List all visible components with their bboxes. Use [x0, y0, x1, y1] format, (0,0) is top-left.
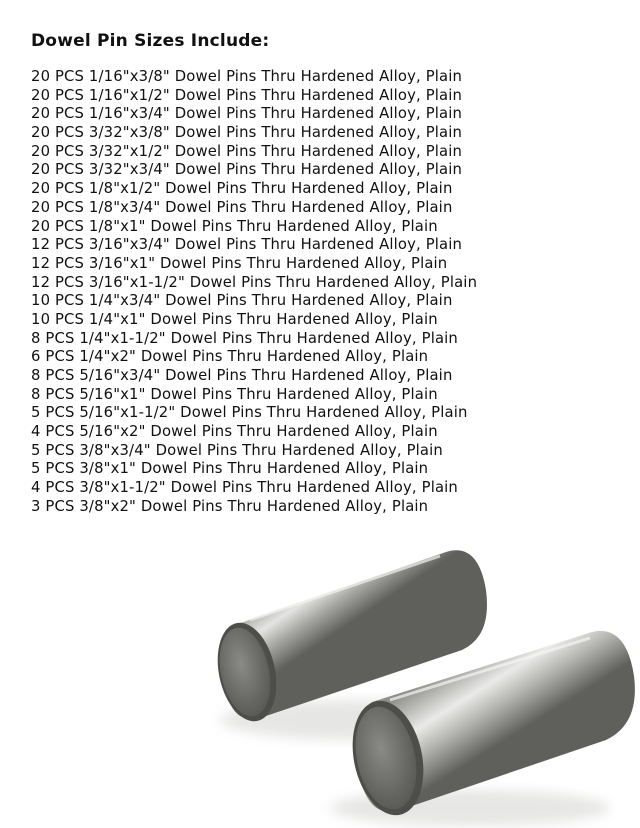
- list-heading: Dowel Pin Sizes Include:: [31, 31, 270, 51]
- list-item: 12 PCS 3/16"x3/4" Dowel Pins Thru Hardened Alloy, Plain: [31, 236, 463, 254]
- list-item: 12 PCS 3/16"x1" Dowel Pins Thru Hardened Alloy, Plain: [31, 254, 448, 272]
- list-item: 20 PCS 1/8"x1" Dowel Pins Thru Hardened Alloy, Plain: [31, 217, 438, 235]
- list-item: 4 PCS 5/16"x2" Dowel Pins Thru Hardened Alloy, Plain: [31, 423, 438, 441]
- list-item: 20 PCS 1/16"x1/2" Dowel Pins Thru Hardened Alloy, Plain: [31, 86, 463, 104]
- list-item: 20 PCS 1/16"x3/4" Dowel Pins Thru Hardened Alloy, Plain: [31, 105, 463, 123]
- list-item: 12 PCS 3/16"x1-1/2" Dowel Pins Thru Hardened Alloy, Plain: [31, 273, 478, 291]
- dowel-pin-size-list: [31, 68, 477, 517]
- list-item: 6 PCS 1/4"x2" Dowel Pins Thru Hardened Alloy, Plain: [31, 348, 429, 366]
- list-item: 20 PCS 1/8"x1/2" Dowel Pins Thru Hardened Alloy, Plain: [31, 180, 453, 198]
- list-item: 20 PCS 1/8"x3/4" Dowel Pins Thru Hardened Alloy, Plain: [31, 198, 453, 216]
- list-item: 5 PCS 3/8"x1" Dowel Pins Thru Hardened Alloy, Plain: [31, 460, 429, 478]
- list-item: 5 PCS 3/8"x3/4" Dowel Pins Thru Hardened Alloy, Plain: [31, 441, 443, 459]
- list-item: 8 PCS 5/16"x1" Dowel Pins Thru Hardened Alloy, Plain: [31, 385, 438, 403]
- list-item: 3 PCS 3/8"x2" Dowel Pins Thru Hardened Alloy, Plain: [31, 497, 429, 515]
- list-item: 10 PCS 1/4"x1" Dowel Pins Thru Hardened Alloy, Plain: [31, 310, 438, 328]
- list-item: 8 PCS 1/4"x1-1/2" Dowel Pins Thru Hardened Alloy, Plain: [31, 329, 458, 347]
- list-item: 10 PCS 1/4"x3/4" Dowel Pins Thru Hardened Alloy, Plain: [31, 292, 453, 310]
- list-item: 8 PCS 5/16"x3/4" Dowel Pins Thru Hardened Alloy, Plain: [31, 367, 453, 384]
- list-item: 20 PCS 1/16"x3/8" Dowel Pins Thru Hardened Alloy, Plain: [31, 68, 463, 85]
- list-item: 5 PCS 5/16"x1-1/2" Dowel Pins Thru Hardened Alloy, Plain: [31, 404, 468, 422]
- dowel-pins-photo: [0, 520, 640, 828]
- list-item: 20 PCS 3/32"x3/4" Dowel Pins Thru Hardened Alloy, Plain: [31, 161, 463, 179]
- list-item: 20 PCS 3/32"x3/8" Dowel Pins Thru Hardened Alloy, Plain: [31, 124, 463, 142]
- list-item: 20 PCS 3/32"x1/2" Dowel Pins Thru Hardened Alloy, Plain: [31, 142, 463, 160]
- list-item: 4 PCS 3/8"x1-1/2" Dowel Pins Thru Hardened Alloy, Plain: [31, 479, 458, 497]
